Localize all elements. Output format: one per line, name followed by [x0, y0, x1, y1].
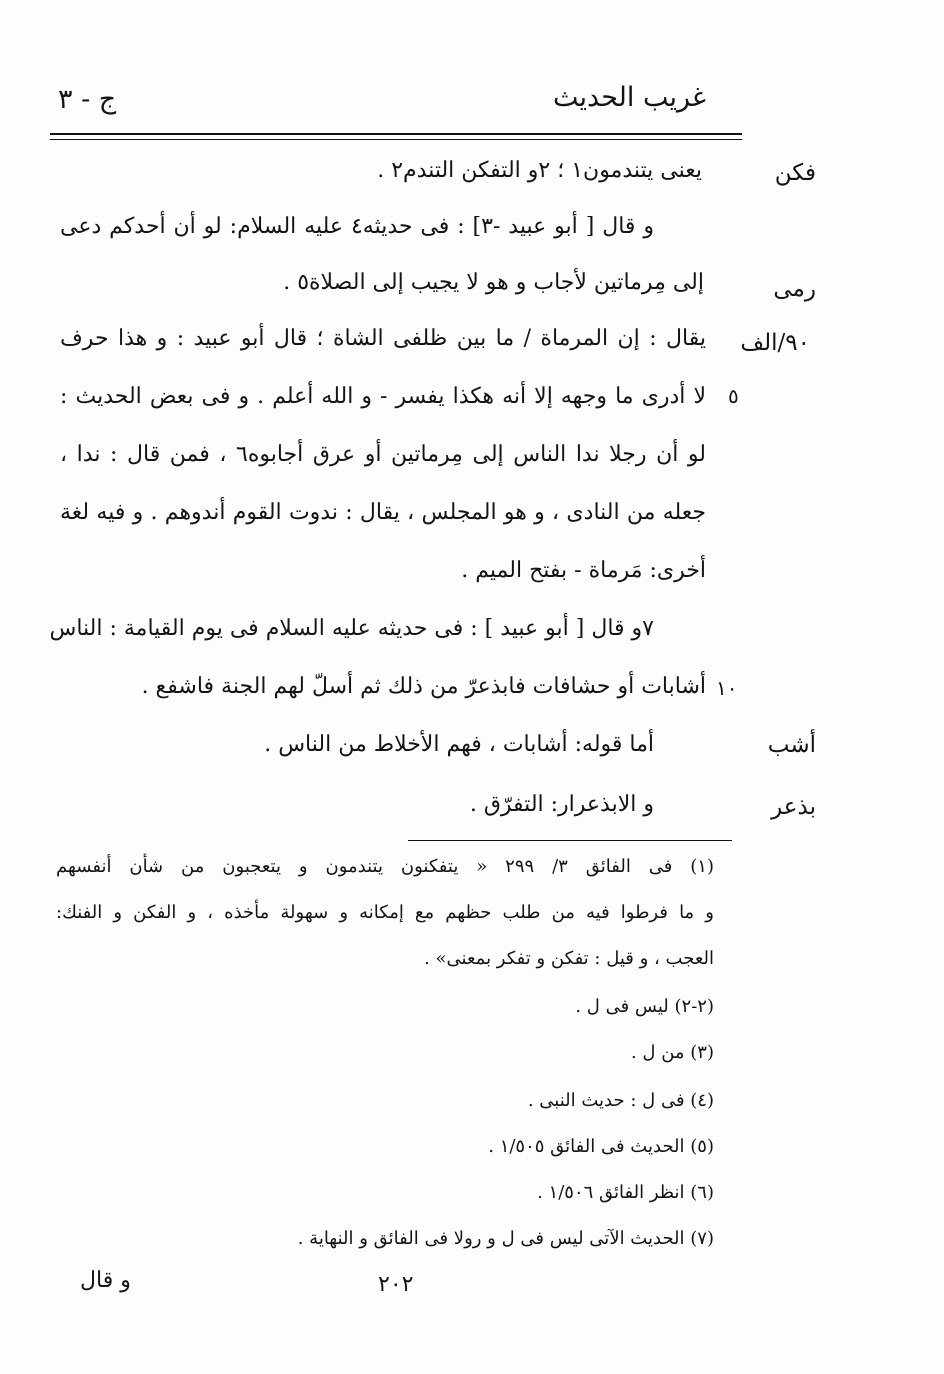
book-title: غريب الحديث [553, 82, 706, 113]
footnote-rule [408, 840, 732, 841]
page-number: ٢٠٢ [378, 1272, 414, 1297]
footnote-1-cont-2: العجب ، و قيل : تفكن و تفكر بمعنى» . [424, 948, 714, 969]
body-line-9: ٧و قال [ أبو عبيد ] : فى حديثه عليه السلام فى يوم القيامة : الناس [49, 616, 654, 641]
footnote-4: (٤) فى ل : حديث النبى . [527, 1090, 714, 1111]
footnote-1-cont-1: و ما فرطوا فيه من طلب حظهم مع إمكانه و سهولة مأخذه ، و الفكن و الفنك: [56, 902, 714, 923]
line-number-10: ١٠ [716, 676, 738, 700]
footnote-2: (٢-٢) ليس فى ل . [575, 996, 714, 1017]
body-line-11: أما قوله: أشابات ، فهم الأخلاط من الناس . [264, 732, 654, 757]
margin-keyword-badhar: بذعر [771, 794, 816, 820]
body-line-10: أشابات أو حشافات فابذعرّ من ذلك ثم أسلّ لهم الجنة فاشفع . [141, 674, 706, 699]
body-line-2: و قال [ أبو عبيد -٣] : فى حديثه٤ عليه السلام: لو أن أحدكم دعى [60, 214, 654, 239]
catchword: و قال [80, 1268, 131, 1293]
footnote-1: (١) فى الفائق ٣/ ٢٩٩ « يتفكنون يتندمون و يتعجبون من شأن أنفسهم [56, 856, 714, 877]
margin-keyword-fakn: فكن [774, 160, 816, 186]
body-line-4: يقال : إن المرماة / ما بين ظلفى الشاة ؛ قال أبو عبيد : و هذا حرف [60, 326, 706, 351]
body-line-7: جعله من النادى ، و هو المجلس ، يقال : ندوت القوم أندوهم . و فيه لغة [60, 500, 706, 525]
footnote-7: (٧) الحديث الآتى ليس فى ل و رولا فى الفائق و النهاية . [297, 1228, 714, 1249]
footnote-6: (٦) انظر الفائق ١/٥٠٦ . [537, 1182, 714, 1203]
folio-marker: ٩٠/الف [740, 330, 810, 356]
body-line-5: لا أدرى ما وجهه إلا أنه هكذا يفسر - و الله أعلم . و فى بعض الحديث : [60, 384, 706, 409]
header-rule-thin [50, 139, 742, 140]
footnote-5: (٥) الحديث فى الفائق ١/٥٠٥ . [488, 1136, 714, 1157]
volume-label: ج - ٣ [58, 84, 117, 115]
line-number-5: ٥ [728, 384, 739, 408]
body-line-6: لو أن رجلا ندا الناس إلى مِرماتين أو عرق أجابوه٦ ، فمن قال : ندا ، [60, 442, 706, 467]
margin-keyword-rama: رمى [773, 276, 816, 302]
body-line-12: و الابذعرار: التفرّق . [469, 792, 654, 817]
footnote-3: (٣) من ل . [630, 1042, 714, 1063]
body-line-3: إلى مِرماتين لأجاب و هو لا يجيب إلى الصلاة٥ . [283, 270, 704, 295]
margin-keyword-ashab: أشب [767, 732, 816, 758]
body-line-1: يعنى يتندمون١ ؛ ٢و التفكن التندم٢ . [377, 158, 702, 183]
header-rule [50, 133, 742, 135]
body-line-8: أخرى: مَرماة - بفتح الميم . [461, 558, 706, 583]
